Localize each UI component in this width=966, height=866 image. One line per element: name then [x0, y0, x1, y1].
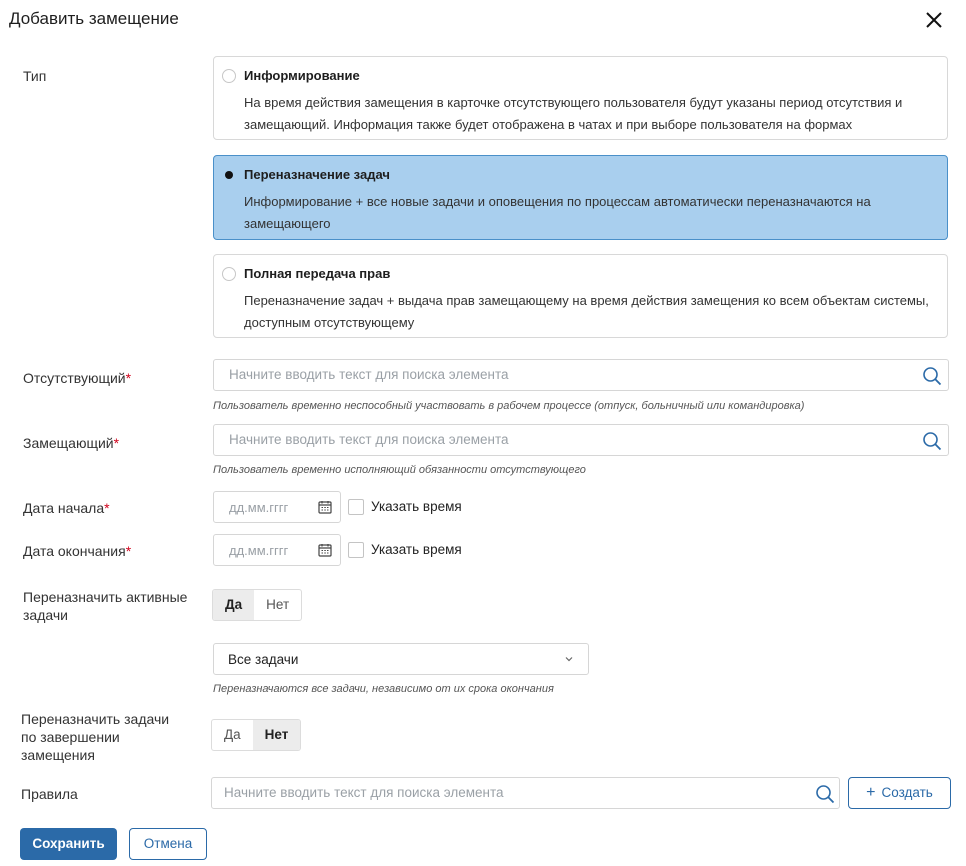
- rules-label: Правила: [21, 786, 78, 802]
- radio-reassign-tasks[interactable]: [222, 168, 236, 182]
- reassign-active-toggle[interactable]: [212, 589, 302, 621]
- end-date-input[interactable]: [213, 534, 341, 566]
- search-icon[interactable]: [922, 366, 942, 386]
- tasks-scope-select[interactable]: [213, 643, 589, 675]
- tasks-scope-value: Все задачи: [228, 652, 299, 667]
- absent-label: Отсутствующий*: [23, 370, 132, 386]
- option-title: Информирование: [244, 68, 360, 83]
- radio-inform[interactable]: [222, 69, 236, 83]
- cancel-button[interactable]: Отмена: [129, 828, 207, 860]
- calendar-icon[interactable]: [318, 500, 332, 514]
- substitute-hint: Пользователь временно исполняющий обязанности отсутствующего: [213, 464, 586, 476]
- substitute-placeholder: Начните вводить текст для поиска элемента: [229, 432, 509, 447]
- search-icon[interactable]: [922, 431, 942, 451]
- create-rule-button[interactable]: + Создать: [848, 777, 951, 809]
- option-title: Полная передача прав: [244, 266, 391, 281]
- type-option-inform[interactable]: [213, 56, 948, 140]
- plus-icon: +: [866, 784, 876, 801]
- rules-placeholder: Начните вводить текст для поиска элемента: [224, 785, 504, 800]
- dialog-title: Добавить замещение: [9, 9, 179, 28]
- end-time-label: Указать время: [371, 542, 462, 557]
- reassign-after-yes[interactable]: Да: [224, 727, 241, 742]
- option-title: Переназначение задач: [244, 167, 390, 182]
- absent-hint: Пользователь временно неспособный участвовать в рабочем процессе (отпуск, больничный или командировка): [213, 400, 805, 412]
- type-option-full-rights[interactable]: [213, 254, 948, 338]
- option-description: На время действия замещения в карточке отсутствующего пользователя будут указаны период отсутствия и замещающий. Информация также будет отображена в чатах и при выборе пользователя на формах: [244, 95, 903, 132]
- absent-placeholder: Начните вводить текст для поиска элемента: [229, 367, 509, 382]
- start-time-label: Указать время: [371, 499, 462, 514]
- type-option-reassign-tasks[interactable]: [213, 155, 948, 240]
- start-time-checkbox[interactable]: [348, 499, 364, 515]
- end-date-label: Дата окончания*: [23, 543, 132, 559]
- reassign-after-no[interactable]: Нет: [253, 720, 301, 750]
- start-date-placeholder: дд.мм.гггг: [229, 500, 289, 515]
- substitute-label: Замещающий*: [23, 435, 120, 451]
- end-time-checkbox[interactable]: [348, 542, 364, 558]
- tasks-scope-hint: Переназначаются все задачи, независимо от их срока окончания: [213, 683, 554, 695]
- start-date-label: Дата начала*: [23, 500, 110, 516]
- reassign-after-toggle[interactable]: [211, 719, 301, 751]
- save-button[interactable]: Сохранить: [20, 828, 117, 860]
- end-date-placeholder: дд.мм.гггг: [229, 543, 289, 558]
- substitute-search-input[interactable]: [213, 424, 949, 456]
- close-icon[interactable]: [924, 10, 944, 30]
- absent-search-input[interactable]: [213, 359, 949, 391]
- type-label: Тип: [23, 68, 47, 84]
- option-description: Переназначение задач + выдача прав замещающему на время действия замещения ко всем объектам системы, доступным отсутствующему: [244, 293, 929, 330]
- reassign-after-label: Переназначить задачи по завершении замещения: [21, 711, 170, 763]
- reassign-active-label: Переназначить активные задачи: [23, 589, 188, 623]
- start-date-input[interactable]: [213, 491, 341, 523]
- search-icon[interactable]: [815, 784, 835, 804]
- rules-search-input[interactable]: [211, 777, 840, 809]
- reassign-active-no[interactable]: Нет: [266, 597, 290, 612]
- calendar-icon[interactable]: [318, 543, 332, 557]
- option-description: Информирование + все новые задачи и оповещения по процессам автоматически переназначаются на замещающего: [244, 194, 871, 231]
- reassign-active-yes[interactable]: Да: [213, 590, 254, 620]
- radio-full-rights[interactable]: [222, 267, 236, 281]
- chevron-down-icon: [564, 654, 574, 664]
